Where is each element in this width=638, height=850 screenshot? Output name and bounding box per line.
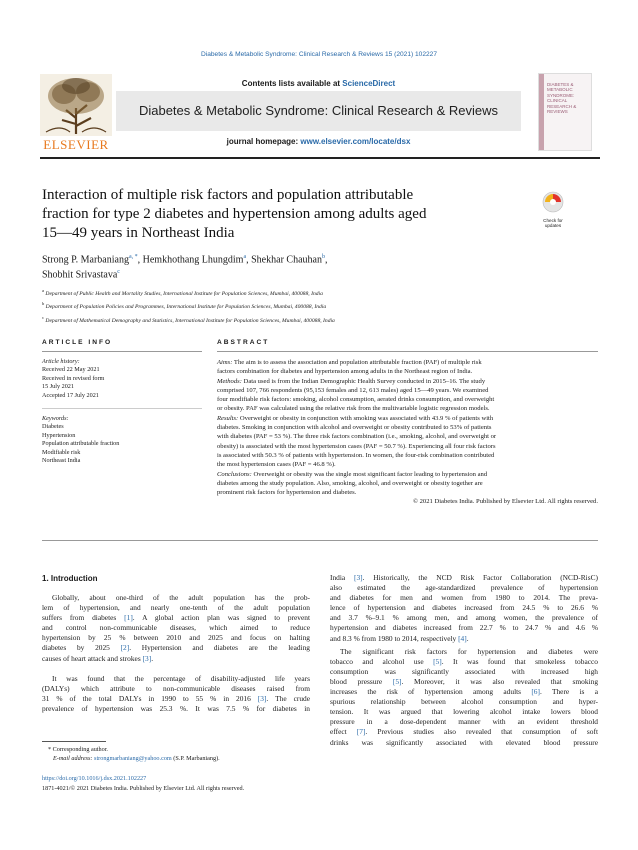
body-line bbox=[330, 623, 598, 633]
body-line bbox=[42, 654, 310, 664]
affiliation-mark: a bbox=[42, 288, 44, 293]
journal-title: Diabetes & Metabolic Syndrome: Clinical Research & Reviews bbox=[138, 103, 499, 118]
keywords-label: Keywords: bbox=[42, 415, 69, 422]
keywords bbox=[42, 415, 202, 465]
sciencedirect-link[interactable]: ScienceDirect bbox=[342, 79, 396, 88]
masthead-rule bbox=[40, 157, 600, 159]
body-line bbox=[42, 704, 310, 714]
abstract-line: is associated with 50.3 % of patients with hypertension. In women, the four-risk combination contributed bbox=[217, 451, 495, 459]
abstract-rule bbox=[217, 351, 598, 352]
history-label: Article history: bbox=[42, 358, 80, 365]
body-line bbox=[330, 738, 598, 748]
article-title bbox=[42, 186, 532, 243]
asterisk-mark: * bbox=[48, 746, 53, 753]
check-updates-label: Check for updates bbox=[543, 218, 563, 228]
elsevier-tree-icon bbox=[40, 74, 112, 136]
body-line bbox=[42, 674, 310, 684]
check-for-updates-badge[interactable] bbox=[538, 191, 568, 228]
intro-left-column bbox=[42, 593, 310, 714]
title-line: 15—49 years in Northeast India bbox=[42, 225, 235, 241]
body-line bbox=[330, 634, 598, 644]
homepage-prefix: journal homepage: bbox=[226, 137, 301, 146]
body-line bbox=[330, 647, 598, 657]
body-text: consumption was significantly associated with increased high bbox=[330, 666, 598, 676]
body-text: . There is a bbox=[539, 687, 598, 697]
abstract-line: the most hypertension cases (PAF = 46.8 %). bbox=[217, 461, 336, 469]
body-line bbox=[330, 667, 598, 677]
contents-line bbox=[116, 79, 521, 88]
body-text: prevalence of hypertension was 25.3 %. It was 7.5 % for diabetes in bbox=[42, 703, 310, 713]
body-text: . Hypertension and diabetes are the leading bbox=[129, 643, 310, 653]
affiliation-text: Department of Population Policies and Programmes, International Institute for Population Sciences, Mumbai, 400088, India bbox=[45, 304, 327, 311]
body-text: (DALYs) which attribute to non-communicable diseases raised from bbox=[42, 683, 310, 693]
abstract-line: with diabetes (PAF = 53 %). The three risk factors combination (i.e., smoking, alcohol, and overweight or bbox=[217, 433, 497, 441]
affiliation-mark: c bbox=[42, 314, 44, 320]
abstract-methods bbox=[217, 377, 598, 414]
affiliation bbox=[42, 299, 562, 312]
keyword: Hypertension bbox=[42, 431, 76, 439]
body-text: India bbox=[330, 573, 355, 582]
abstract-bottom-rule bbox=[42, 540, 598, 541]
affiliation-text: Department of Public Health and Mortality Studies, International Institute for Population Sciences, Mumbai, 400088, India bbox=[45, 290, 323, 297]
citation-link[interactable]: [5] bbox=[433, 656, 442, 666]
keywords-rule bbox=[42, 408, 202, 409]
body-text: . Moreover, it was also revealed that smoking bbox=[401, 676, 599, 686]
keyword: Northeast India bbox=[42, 457, 81, 465]
email-suffix: (S.P. Marbaniang). bbox=[171, 755, 220, 762]
body-text: lence of hypertension and diabetes increased from 24.5 % to 26.6 % bbox=[330, 603, 598, 613]
elsevier-logo bbox=[40, 74, 112, 154]
body-line bbox=[330, 573, 598, 583]
body-text: lem of hypertension, and nearly one-tenth of the adult population bbox=[42, 603, 310, 613]
author-separator: , bbox=[246, 254, 252, 266]
body-line bbox=[330, 687, 598, 697]
body-line bbox=[330, 657, 598, 667]
homepage-link[interactable]: www.elsevier.com/locate/dsx bbox=[300, 137, 411, 146]
abstract-copyright: © 2021 Diabetes India. Published by Elsevier Ltd. All rights reserved. bbox=[412, 498, 598, 506]
running-header[interactable]: Diabetes & Metabolic Syndrome: Clinical Research & Reviews 15 (2021) 102227 bbox=[200, 51, 438, 58]
email-label: E-mail address: bbox=[53, 755, 93, 762]
abstract-line: comprised 107, 766 respondents (95,153 females and 12, 613 males) aged 15—49 years. We examined bbox=[217, 386, 489, 394]
affiliation bbox=[42, 286, 562, 299]
body-text: also estimated the age-standardized prevalence of hypertension bbox=[330, 583, 598, 593]
body-text: drinks was significantly associated with elevated blood pressure bbox=[330, 737, 598, 747]
cover-line: SYNDROME: bbox=[547, 92, 575, 98]
abstract-line: Overweight or obesity was the single most significant factor leading to hypertension and bbox=[251, 470, 488, 478]
abstract-conclusions bbox=[217, 470, 598, 498]
history-item: Received in revised form bbox=[42, 374, 105, 382]
history-item: 15 July 2021 bbox=[42, 383, 74, 391]
body-text: The significant risk factors for hypertension and diabetes were bbox=[340, 646, 598, 656]
body-text: It was found that the percentage of disability-adjusted life years bbox=[52, 673, 310, 683]
body-text: and 8.3 % from 1980 to 2014, respectively bbox=[330, 633, 459, 643]
body-line bbox=[42, 684, 310, 694]
abstract-line: or obesity. PAF was calculated using the relative risk from the multivariable logistic regression models. bbox=[217, 405, 490, 413]
body-text: and control non-communicable diseases, which aimed to reduce bbox=[42, 623, 310, 633]
title-line: Interaction of multiple risk factors and population attributable bbox=[42, 187, 414, 203]
affiliation bbox=[42, 313, 562, 326]
affiliations bbox=[42, 286, 562, 326]
body-text: blood pressure bbox=[330, 676, 393, 686]
citation-link[interactable]: [4] bbox=[458, 633, 467, 643]
body-line bbox=[42, 694, 310, 704]
abstract-line: diabetes among the study population. Also, smoking, alcohol, and overweight or obesity together are bbox=[217, 479, 483, 487]
email-link[interactable]: strongmarbaniang@yahoo.com bbox=[94, 755, 172, 762]
affiliation-text: Department of Mathematical Demography and Statistics, International Institute for Population Sciences, Mumbai, 400088, India bbox=[45, 317, 335, 324]
body-text: . Historically, the NCD Risk Factor Collaboration (NCD-RisC) bbox=[362, 573, 598, 582]
body-line bbox=[330, 707, 598, 717]
body-text: . The crude bbox=[266, 693, 311, 703]
article-info-rule bbox=[42, 351, 202, 352]
cover-line: DIABETES & bbox=[547, 82, 574, 87]
author-affiliation-mark[interactable]: c bbox=[117, 269, 120, 276]
footnote-rule bbox=[42, 741, 106, 742]
body-line bbox=[42, 643, 310, 653]
check-updates-icon bbox=[538, 191, 568, 213]
body-line bbox=[42, 613, 310, 623]
body-line bbox=[330, 717, 598, 727]
cover-line: REVIEWS bbox=[547, 109, 568, 115]
cover-title bbox=[547, 82, 576, 114]
body-line bbox=[42, 603, 310, 613]
homepage-line bbox=[116, 137, 521, 146]
doi-link[interactable]: https://doi.org/10.1016/j.dsx.2021.102227 bbox=[42, 775, 147, 782]
abstract-line: factors combination for diabetes and hypertension among adults in the Northeast region of India. bbox=[217, 368, 473, 376]
body-line bbox=[330, 677, 598, 687]
citation-link[interactable]: [1] bbox=[124, 613, 133, 623]
body-line bbox=[330, 727, 598, 737]
abstract-line: diabetes. Smoking in conjunction with alcohol and overweight or obesity contributed to 53% of patients bbox=[217, 424, 492, 432]
history-item: Accepted 17 July 2021 bbox=[42, 391, 99, 399]
abstract-label: Conclusions: bbox=[217, 470, 252, 478]
abstract-results bbox=[217, 414, 598, 470]
abstract-line: four modifiable risk factors: smoking, alcohol consumption, aerated drinks consumption, and overweight bbox=[217, 396, 495, 404]
abstract-line: obesity) is associated with the most hypertension cases (PAF = 50.7 %). Experiencing all four risk factors bbox=[217, 442, 496, 450]
abstract-heading: ABSTRACT bbox=[217, 339, 270, 346]
citation-link[interactable]: [3] bbox=[142, 653, 152, 663]
author-name[interactable]: Shekhar Chauhan bbox=[251, 254, 322, 266]
abstract-line: The aim is to assess the association and population attributable fraction (PAF) of multiple risk bbox=[232, 359, 482, 366]
author-list bbox=[42, 251, 542, 282]
body-line bbox=[42, 633, 310, 643]
body-text: . bbox=[466, 633, 469, 643]
body-text: Globally, about one-third of the adult population has the prob- bbox=[52, 593, 310, 602]
contents-prefix: Contents lists available at bbox=[241, 79, 343, 88]
body-text: and 3.7 %–9.1 % among men, and among women, the prevalence of bbox=[330, 613, 598, 623]
journal-masthead bbox=[40, 71, 600, 157]
keyword: Diabetes bbox=[42, 423, 64, 431]
article-info bbox=[42, 358, 202, 400]
abstract-aims bbox=[217, 358, 598, 377]
citation-link[interactable]: [3] bbox=[354, 573, 363, 582]
author-name[interactable]: Strong P. Marbaniang bbox=[42, 254, 129, 266]
abstract-body bbox=[217, 358, 598, 507]
abstract-label: Methods: bbox=[217, 377, 242, 385]
cover-line: METABOLIC bbox=[547, 87, 573, 93]
affiliation-mark: b bbox=[42, 301, 45, 307]
author-name[interactable]: Hemkhothang Lhungdim bbox=[142, 254, 244, 266]
body-line bbox=[330, 593, 598, 603]
keyword: Population attributable fraction bbox=[42, 440, 120, 448]
section-heading: 1. Introduction bbox=[42, 574, 98, 583]
author-separator: , bbox=[137, 254, 143, 266]
body-text: diabetes by 2025 bbox=[42, 643, 121, 653]
citation-link[interactable]: [2] bbox=[120, 643, 130, 653]
body-text: causes of heart attack and strokes bbox=[42, 653, 143, 663]
body-text: effect bbox=[330, 727, 357, 737]
footer bbox=[42, 774, 442, 793]
body-line bbox=[330, 697, 598, 707]
body-text: increases the risk of hypertension among adults bbox=[330, 687, 532, 697]
body-text: pressure in a dose-dependent manner with an evident threshold bbox=[330, 717, 598, 727]
author-separator: , bbox=[324, 254, 328, 266]
keyword: Modifiable risk bbox=[42, 448, 81, 456]
body-text: spurious relationship between alcohol consumption and hyper- bbox=[330, 697, 598, 707]
body-text: . bbox=[151, 653, 154, 663]
body-line bbox=[42, 593, 310, 603]
publisher-wordmark: ELSEVIER bbox=[43, 137, 109, 152]
body-line bbox=[330, 603, 598, 613]
body-text: hypertension and diabetes increased from 22.7 % to 24.7 % and 4.6 % bbox=[330, 623, 598, 633]
title-line: fraction for type 2 diabetes and hypertension among adults aged bbox=[42, 206, 427, 222]
citation-link[interactable]: [5] bbox=[392, 676, 402, 686]
cover-line: RESEARCH & bbox=[547, 103, 577, 109]
citation-link[interactable]: [3] bbox=[257, 693, 267, 703]
author-affiliation-mark[interactable]: a, * bbox=[128, 254, 138, 260]
abstract-label: Results: bbox=[217, 414, 239, 422]
cover-stripe bbox=[539, 74, 544, 150]
body-text: hypertension by 25 % between 2010 and 2025 and focus on halting bbox=[42, 633, 310, 643]
abstract-line: prominent risk factors for hypertension and diabetes. bbox=[217, 489, 357, 497]
issn-copyright: 1871-4021/© 2021 Diabetes India. Published by Elsevier Ltd. All rights reserved. bbox=[42, 784, 245, 792]
journal-cover[interactable] bbox=[538, 73, 592, 151]
abstract-label: Aims: bbox=[217, 359, 233, 366]
body-text: 31 % of the total DALYs in 1990 to 55 % in 2016 bbox=[42, 693, 258, 703]
journal-banner bbox=[116, 71, 521, 157]
body-text: . It was found that smokeless tobacco bbox=[441, 656, 598, 666]
footnotes bbox=[48, 745, 348, 763]
article-info-heading: ARTICLE INFO bbox=[42, 339, 113, 346]
abstract-line: Data used is from the Indian Demographic Health Survey conducted in 2015–16. The study bbox=[241, 377, 486, 385]
body-text: . Previous studies also revealed that consumption of soft bbox=[365, 727, 598, 737]
body-text: tobacco and alcohol use bbox=[330, 656, 434, 666]
body-text: and diabetes for men and women from 1980 to 2014. The preva- bbox=[330, 593, 598, 603]
body-text: tension. It was argued that lowering alcohol intake lowers blood bbox=[330, 707, 598, 717]
body-text: suffers from diabetes bbox=[42, 613, 125, 623]
citation-link[interactable]: [6] bbox=[531, 687, 540, 697]
history-item: Received 22 May 2021 bbox=[42, 366, 100, 374]
body-text: . A global action plan was signed to prevent bbox=[132, 613, 310, 623]
body-line bbox=[330, 583, 598, 593]
author-affiliation-mark[interactable]: b bbox=[321, 254, 325, 260]
body-line bbox=[42, 623, 310, 633]
author-affiliation-mark[interactable]: a bbox=[243, 254, 247, 260]
cover-line: CLINICAL bbox=[547, 98, 568, 104]
abstract-line: Overweight or obesity in conjunction with smoking was associated with 43.9 % of patients with bbox=[238, 414, 494, 422]
corresponding-author-note: Corresponding author. bbox=[52, 746, 108, 753]
author-name[interactable]: Shobhit Srivastava bbox=[42, 269, 118, 281]
intro-right-column bbox=[330, 573, 598, 748]
body-line bbox=[330, 613, 598, 623]
citation-link[interactable]: [7] bbox=[356, 727, 366, 737]
